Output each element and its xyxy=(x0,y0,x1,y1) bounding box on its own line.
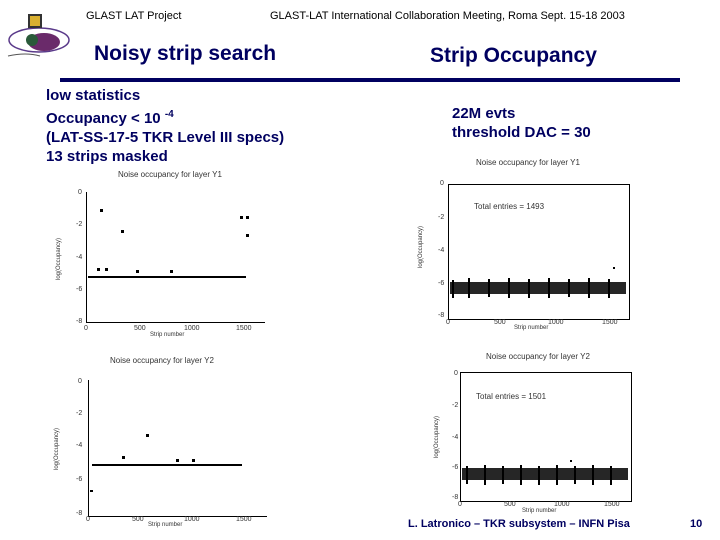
ytick: -2 xyxy=(76,410,83,417)
right-line-2: threshold DAC = 30 xyxy=(452,124,591,141)
ytick: -6 xyxy=(76,476,83,483)
ytick: -4 xyxy=(76,254,83,261)
bullet-2-exponent: -4 xyxy=(164,109,174,120)
ytick: -4 xyxy=(76,442,83,449)
right-title: Strip Occupancy xyxy=(430,44,597,67)
y-axis-label: log(Occupancy) xyxy=(434,415,440,458)
plot-title: Noise occupancy for layer Y2 xyxy=(486,352,590,361)
ytick: 0 xyxy=(440,180,444,187)
plot-points xyxy=(408,154,638,334)
xtick: 0 xyxy=(86,516,90,523)
ytick: -8 xyxy=(438,312,445,319)
plot-points xyxy=(426,348,636,518)
y-axis-label: log(Occupancy) xyxy=(56,237,62,280)
xtick: 1000 xyxy=(548,319,564,326)
xtick: 1500 xyxy=(236,325,252,332)
xtick: 1000 xyxy=(184,516,200,523)
right-info xyxy=(452,104,591,142)
y-axis-label: log(Occupancy) xyxy=(418,225,424,268)
plot-title: Noise occupancy for layer Y2 xyxy=(110,356,214,365)
total-entries: Total entries = 1493 xyxy=(474,202,545,211)
ytick: -6 xyxy=(452,464,459,471)
xtick: 500 xyxy=(134,325,146,332)
footer-author: L. Latronico – TKR subsystem – INFN Pisa xyxy=(408,518,630,530)
xtick: 1500 xyxy=(236,516,252,523)
page-number: 10 xyxy=(690,518,703,530)
right-line-1: 22M evts xyxy=(452,105,516,122)
x-axis-label: Strip number xyxy=(150,332,185,338)
xtick: 500 xyxy=(132,516,144,523)
bullet-2-text: Occupancy < 10 xyxy=(46,110,161,127)
xtick: 1500 xyxy=(604,501,620,508)
glast-logo-icon xyxy=(6,10,72,62)
xtick: 0 xyxy=(458,501,462,508)
ytick: -2 xyxy=(438,214,445,221)
bullet-1: low statistics xyxy=(46,87,141,104)
title-rule xyxy=(60,78,680,82)
plot-title: Noise occupancy for layer Y1 xyxy=(118,170,222,179)
meeting-name: GLAST-LAT International Collaboration Meeting, Roma Sept. 15-18 2003 xyxy=(270,10,625,22)
xtick: 0 xyxy=(446,319,450,326)
x-axis-label: Strip number xyxy=(148,522,183,528)
plot-top-right xyxy=(408,154,638,334)
ytick: 0 xyxy=(454,370,458,377)
plot-bottom-left xyxy=(50,352,270,528)
project-name: GLAST LAT Project xyxy=(86,10,182,22)
ytick: -8 xyxy=(452,494,459,501)
x-axis-label: Strip number xyxy=(522,508,557,514)
plot-bottom-right xyxy=(426,348,636,518)
xtick: 1000 xyxy=(554,501,570,508)
ytick: -6 xyxy=(76,286,83,293)
total-entries: Total entries = 1501 xyxy=(476,392,547,401)
left-title: Noisy strip search xyxy=(94,42,277,65)
xtick: 0 xyxy=(84,325,88,332)
bullet-3: (LAT-SS-17-5 TKR Level III specs) xyxy=(46,129,285,146)
xtick: 500 xyxy=(494,319,506,326)
ytick: -8 xyxy=(76,318,83,325)
ytick: -2 xyxy=(452,402,459,409)
y-axis-label: log(Occupancy) xyxy=(54,427,60,470)
xtick: 1000 xyxy=(184,325,200,332)
x-axis-label: Strip number xyxy=(514,325,549,331)
left-bullets xyxy=(46,86,284,166)
bullet-4: 13 strips masked xyxy=(46,148,168,165)
bullet-2 xyxy=(46,105,284,128)
ytick: -4 xyxy=(438,247,445,254)
ytick: -4 xyxy=(452,434,459,441)
ytick: -6 xyxy=(438,280,445,287)
ytick: 0 xyxy=(78,189,82,196)
plot-points xyxy=(50,168,270,340)
ytick: -2 xyxy=(76,221,83,228)
logo xyxy=(6,10,72,62)
ytick: 0 xyxy=(78,378,82,385)
ytick: -8 xyxy=(76,510,83,517)
plot-title: Noise occupancy for layer Y1 xyxy=(476,158,580,167)
xtick: 1500 xyxy=(602,319,618,326)
plot-points xyxy=(50,352,270,528)
xtick: 500 xyxy=(504,501,516,508)
plot-top-left xyxy=(50,168,270,340)
